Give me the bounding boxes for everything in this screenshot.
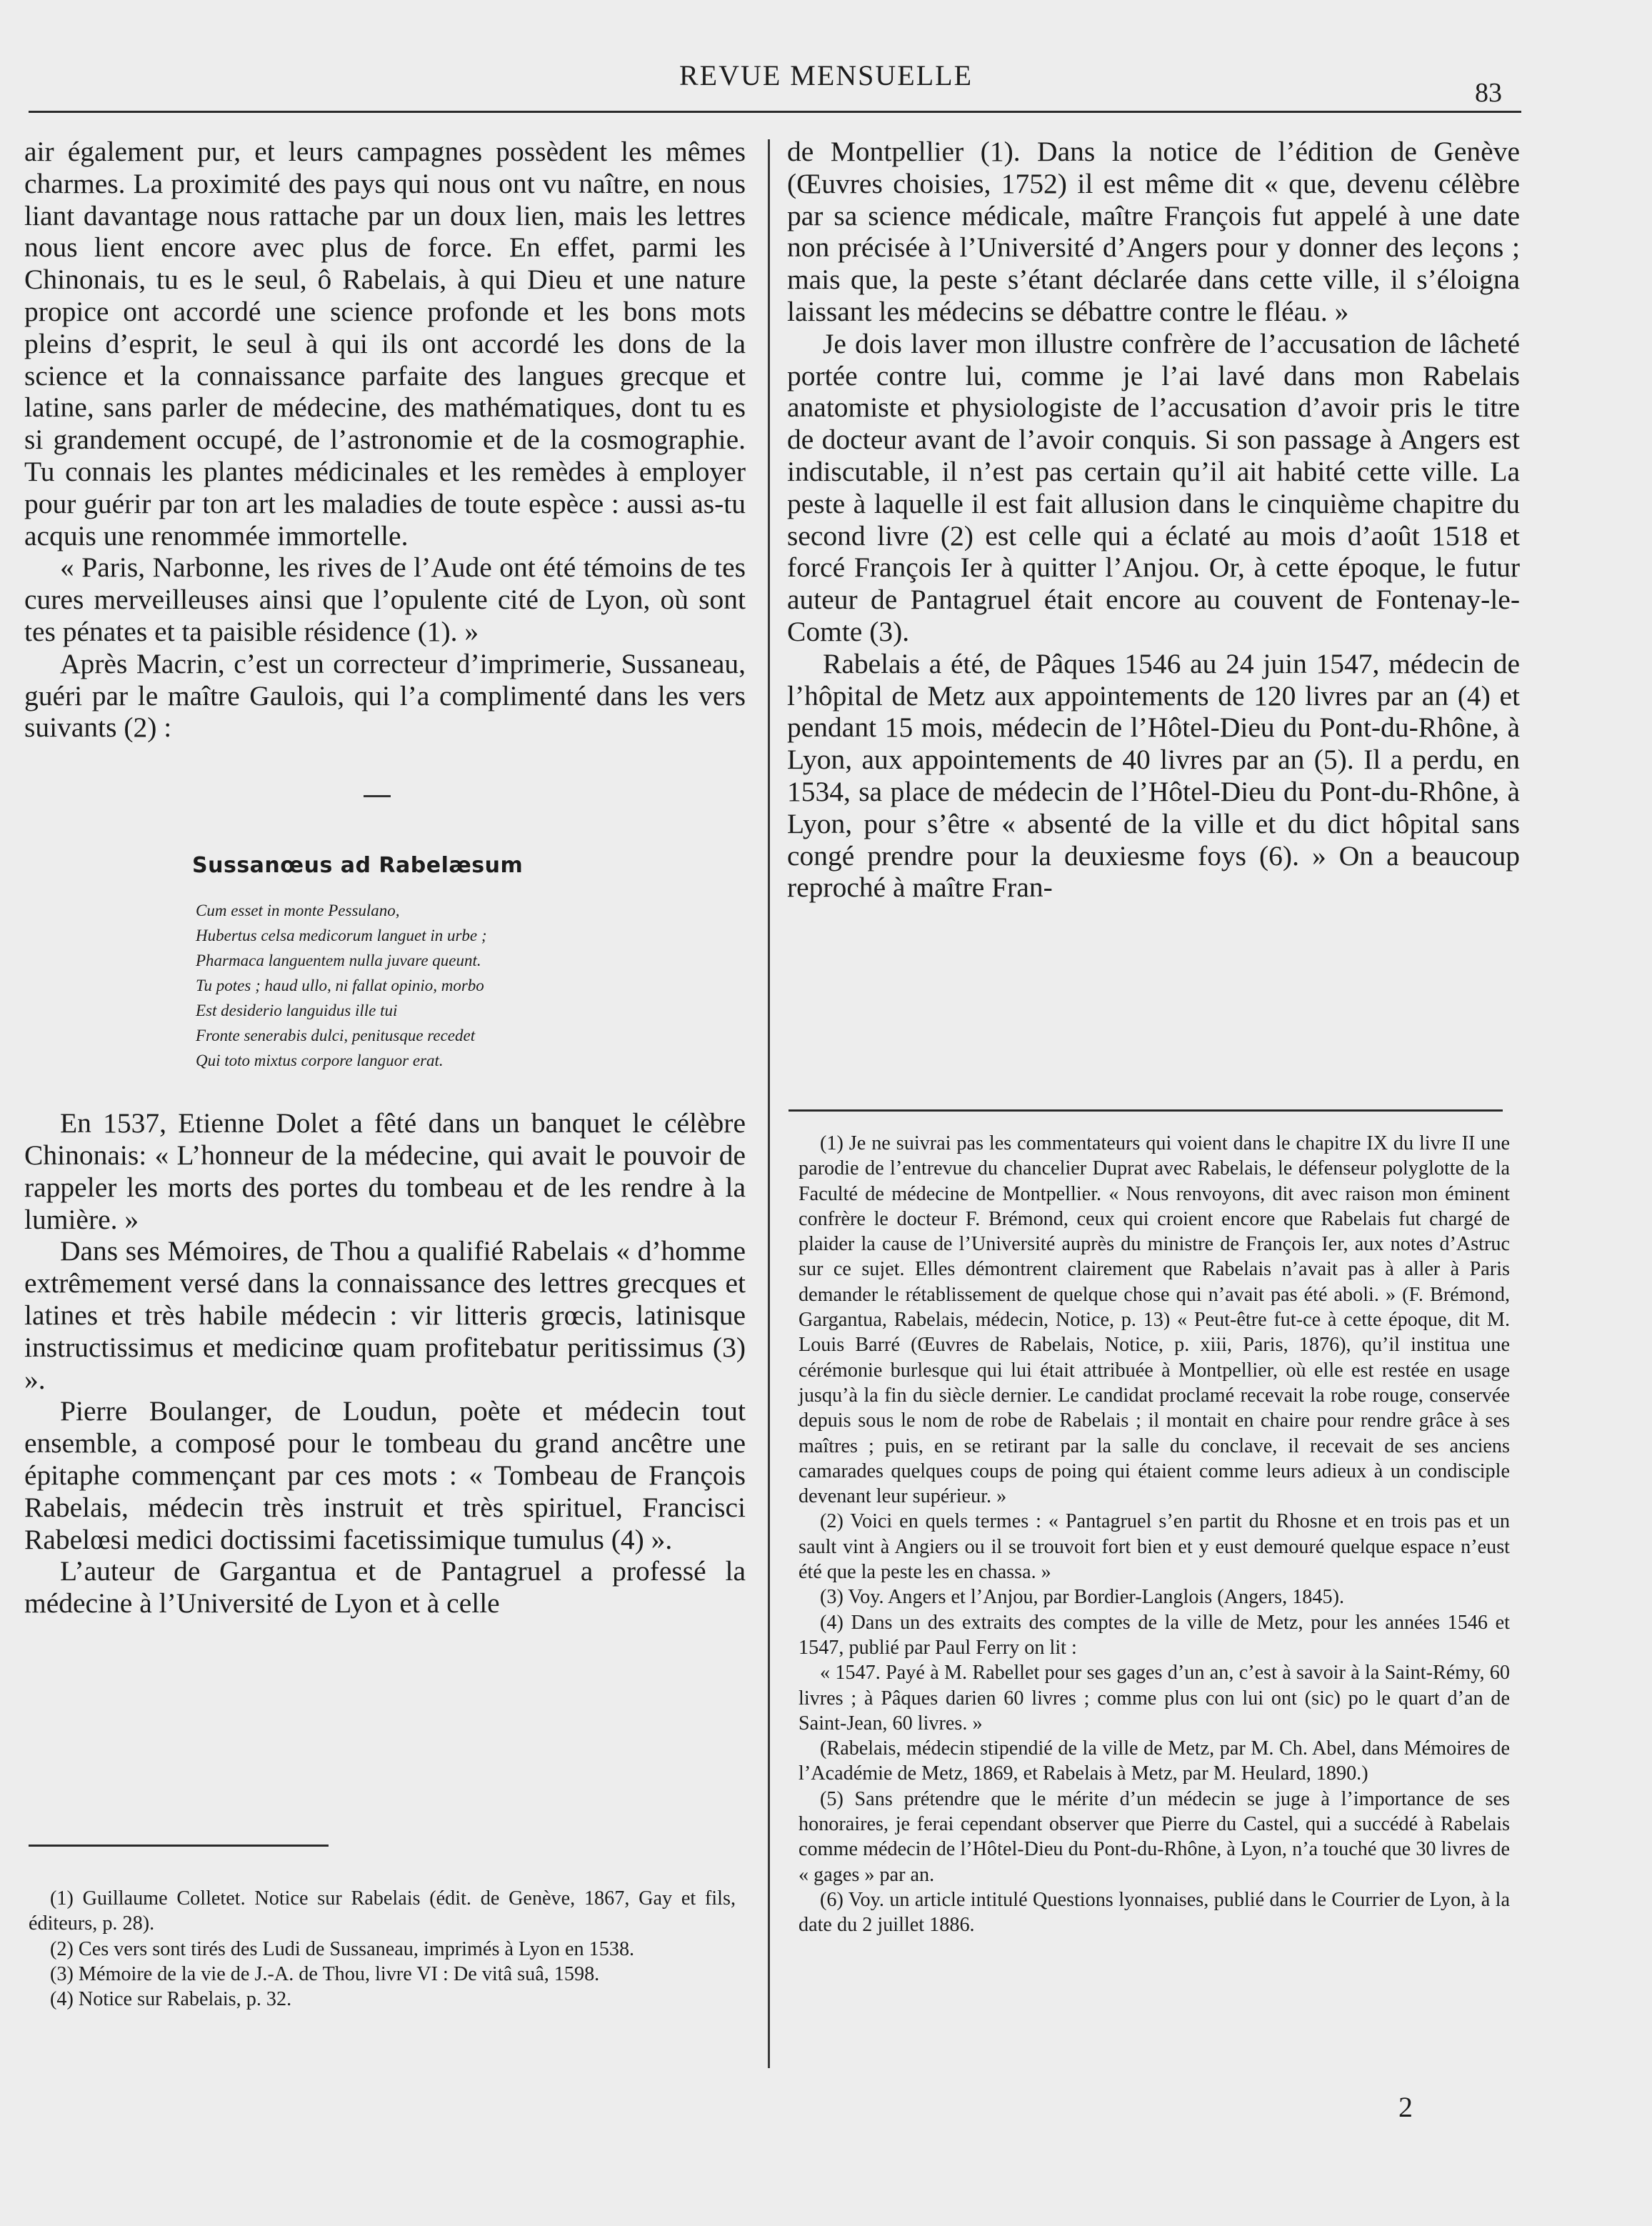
- right-column: [787, 136, 1520, 904]
- footnote: (3) Voy. Angers et l’Anjou, par Bordier-Langlois (Angers, 1845).: [820, 1586, 1344, 1609]
- footnotes-left: [29, 1886, 736, 2012]
- poem-line: Est desiderio languidus ille tui: [196, 1002, 398, 1020]
- paragraph: L’auteur de Gargantua et de Pantagruel a professé la médecine à l’Université de Lyon et à celle: [24, 1555, 746, 1619]
- footnote-rule-left: [29, 1845, 329, 1847]
- footnote: (3) Mémoire de la vie de J.-A. de Thou, livre VI : De vitâ suâ, 1598.: [50, 1962, 600, 1985]
- poem-line: Fronte senerabis dulci, penitusque recedet: [196, 1027, 476, 1045]
- page-number: 83: [1475, 78, 1502, 108]
- poem-line: Cum esset in monte Pessulano,: [196, 902, 400, 920]
- footnote-rule-right: [789, 1109, 1503, 1112]
- paragraph: En 1537, Etienne Dolet a fêté dans un banquet le célèbre Chinonais: « L’honneur de la médecine, qui avait le pouvoir de rappeler les morts des portes du tombeau et de les rendre à la lumière. »: [24, 1107, 746, 1235]
- running-title: REVUE MENSUELLE: [679, 59, 973, 91]
- left-column: [24, 136, 746, 1619]
- paragraph: Après Macrin, c’est un correcteur d’imprimerie, Sussaneau, guéri par le maître Gaulois, qui l’a complimenté dans les vers suivants (2) :: [24, 647, 746, 744]
- footnote: (Rabelais, médecin stipendié de la ville de Metz, par M. Ch. Abel, dans Mémoires de l’Académie de Metz, 1869, et Rabelais à Metz, par M. Heulard, 1890.): [799, 1737, 1510, 1785]
- footnote: (2) Voici en quels termes : « Pantagruel s’en partit du Rhosne et en trois pas et un sault vint à Angiers ou il se trouvoit fort bien et y eust demouré quelque espace n’eust été que la peste les en chassa. »: [799, 1510, 1510, 1584]
- poem-line: Hubertus celsa medicorum languet in urbe ;: [196, 927, 487, 945]
- footnote: (4) Notice sur Rabelais, p. 32.: [50, 1988, 292, 2011]
- poem-line: Pharmaca languentem nulla juvare queunt.: [196, 952, 481, 970]
- column-divider: [768, 139, 770, 2068]
- folio-signature: 2: [1398, 2091, 1413, 2123]
- footnote: (6) Voy. un article intitulé Questions lyonnaises, publié dans le Courrier de Lyon, à la date du 2 juillet 1886.: [799, 1888, 1510, 1937]
- paragraph: « Paris, Narbonne, les rives de l’Aude ont été témoins de tes cures merveilleuses ainsi que l’opulente cité de Lyon, où sont tes pénates et ta paisible résidence (1). »: [24, 551, 746, 647]
- paragraph: de Montpellier (1). Dans la notice de l’édition de Genève (Œuvres choisies, 1752) il est même dit « que, devenu célèbre par sa science médicale, maître François fut appelé à une date non précisée à l’Université d’Angers pour y donner des leçons ; mais que, la peste s’étant déclarée dans cette ville, il s’éloigna laissant les médecins se débattre contre le fléau. »: [787, 136, 1520, 327]
- section-dash: [364, 795, 391, 797]
- footnotes-right: [799, 1131, 1510, 1938]
- footnote: (4) Dans un des extraits des comptes de la ville de Metz, pour les années 1546 et 1547, publié par Paul Ferry on lit :: [799, 1611, 1510, 1659]
- header-rule: [29, 111, 1521, 113]
- footnote: (2) Ces vers sont tirés des Ludi de Sussaneau, imprimés à Lyon en 1538.: [50, 1937, 635, 1960]
- paragraph: Je dois laver mon illustre confrère de l’accusation de lâcheté portée contre lui, comme je l’ai lavé dans mon Rabelais anatomiste et physiologiste de l’accusation d’avoir pris le titre de docteur avant de l’avoir conquis. Si son passage à Angers est indiscutable, il n’est pas certain qu’il ait habité cette ville. La peste à laquelle il est fait allusion dans le cinquième chapitre du second livre (2) est celle qui a éclaté au mois d’août 1518 et forcé François Ier à quitter l’Anjou. Or, à cette époque, le futur auteur de Pantagruel était encore au couvent de Fontenay-le-Comte (3).: [787, 327, 1520, 647]
- poem-line: Qui toto mixtus corpore languor erat.: [196, 1052, 444, 1070]
- paragraph: Dans ses Mémoires, de Thou a qualifié Rabelais « d’homme extrêmement versé dans la connaissance des lettres grecques et latines et très habile médecin : vir litteris grœcis, latinisque instructissimus et medicinœ quam profitebatur peritissimus (3) ».: [24, 1235, 746, 1395]
- footnote: (1) Je ne suivrai pas les commentateurs qui voient dans le chapitre IX du livre II une parodie de l’entrevue du chancelier Duprat avec Rabelais, le défenseur polyglotte de la Faculté de médecine de Montpellier. « Nous renvoyons, dit avec raison mon éminent confrère le docteur F. Brémond, ceux qui croient encore que Rabelais fut chargé de plaider la cause de l’Université auprès du ministre de François Ier, aux notes d’Astruc sur ce sujet. Elles démontrent clairement que Rabelais n’avait pas à aller à Paris demander le rétablissement de quelque chose qui n’avait pas été aboli. » (F. Brémond, Gargantua, Rabelais, médecin, Notice, p. 13) « Peut-être fut-ce à cette époque, dit M. Louis Barré (Œuvres de Rabelais, Notice, p. xiii, Paris, 1876), qu’il institua une cérémonie burlesque qui lui était attribuée à Montpellier, où elle est restée en usage jusqu’à la fin du siècle dernier. Le candidat proclamé recevait la robe rouge, conservée depuis sous le nom de robe de Rabelais ; il montait en chaire pour rendre grâce à ses maîtres ; puis, en se retirant par la salle du conclave, il recevait de ses anciens camarades quelques coups de poing qui étaient comme leurs adieux à un condisciple devenant leur supérieur. »: [799, 1132, 1510, 1508]
- footnote: « 1547. Payé à M. Rabellet pour ses gages d’un an, c’est à savoir à la Saint-Rémy, 60 livres ; à Pâques darien 60 livres ; comme plus con lui ont (sic) po le quart d’an de Saint-Jean, 60 livres. »: [799, 1662, 1510, 1735]
- footnote: (1) Guillaume Colletet. Notice sur Rabelais (édit. de Genève, 1867, Gay et fils, éditeurs, p. 28).: [29, 1887, 736, 1935]
- footnote: (5) Sans prétendre que le mérite d’un médecin se juge à l’importance de ses honoraires, je ferai cependant observer que Pierre du Castel, qui a succédé à Rabelais comme médecin de l’Hôtel-Dieu du Pont-du-Rhône, à Lyon, n’a touché que 30 livres de « gages » par an.: [799, 1787, 1510, 1886]
- poem-title: Sussanœus ad Rabelæsum: [192, 853, 524, 879]
- paragraph: Pierre Boulanger, de Loudun, poète et médecin tout ensemble, a composé pour le tombeau du grand ancêtre une épitaphe commençant par ces mots : « Tombeau de François Rabelais, médecin très instruit et très spirituel, Francisci Rabelœsi medici doctissimi facetissimique tumulus (4) ».: [24, 1395, 746, 1555]
- paragraph: Rabelais a été, de Pâques 1546 au 24 juin 1547, médecin de l’hôpital de Metz aux appointements de 120 livres par an (4) et pendant 15 mois, médecin de l’Hôtel-Dieu du Pont-du-Rhône, à Lyon, aux appointements de 40 livres par an (5). Il a perdu, en 1534, sa place de médecin de l’Hôtel-Dieu du Pont-du-Rhône, à Lyon, pour s’être « absenté de la ville et du dict hôpital sans congé prendre pour la deuxiesme foys (6). » On a beaucoup reproché à maître Fran-: [787, 647, 1520, 904]
- poem: [196, 898, 746, 1073]
- poem-line: Tu potes ; haud ullo, ni fallat opinio, morbo: [196, 977, 484, 995]
- paragraph: air également pur, et leurs campagnes possèdent les mêmes charmes. La proximité des pays qui nous ont vu naître, en nous liant davantage nous rattache par un doux lien, mais les lettres nous lient encore avec plus de force. En effet, parmi les Chinonais, tu es le seul, ô Rabelais, à qui Dieu et une nature propice ont accordé une science profonde et les bons mots pleins d’esprit, le seul à qui ils ont accordé les dons de la science et la connaissance parfaite des langues grecque et latine, sans parler de médecine, des mathématiques, dont tu es si grandement occupé, de l’astronomie et de la cosmographie. Tu connais les plantes médicinales et les remèdes à employer pour guérir par ton art les maladies de toute espèce : aussi as-tu acquis une renommée immortelle.: [24, 136, 746, 551]
